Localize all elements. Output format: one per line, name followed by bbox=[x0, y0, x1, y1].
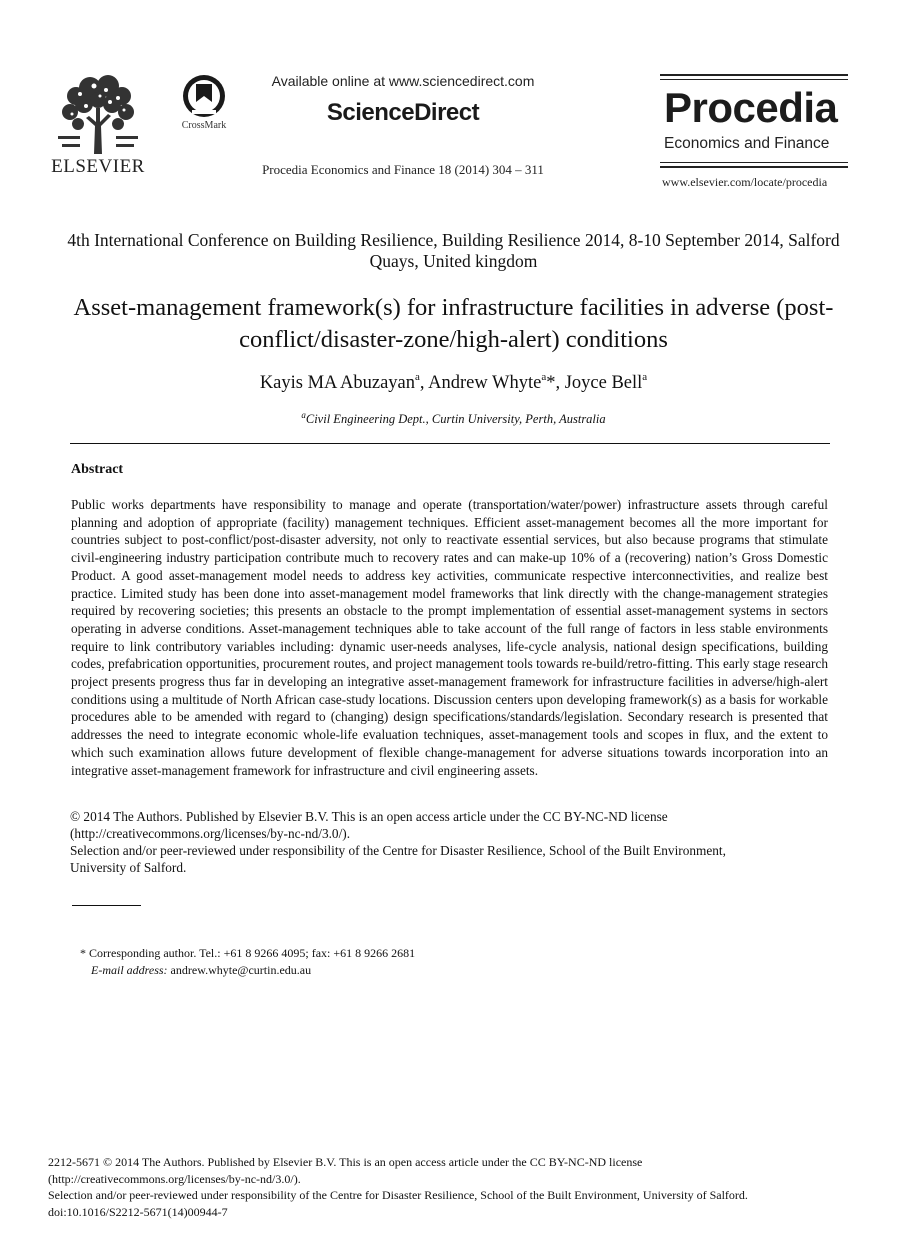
peer-review-line: Selection and/or peer-reviewed under responsibility of the Centre for Disaster Resilience, School of the Built Environment, bbox=[70, 843, 726, 858]
author-name: Kayis MA Abuzayan bbox=[259, 373, 415, 393]
conference-name: 4th International Conference on Building Resilience, Building Resilience 2014, 8-10 September 2014, Salford Quays, United kingdom bbox=[67, 230, 840, 271]
author-separator: , bbox=[555, 373, 565, 393]
paper-title: Asset-management framework(s) for infrastructure facilities in adverse (post-conflict/disaster-zone/high-alert) conditions bbox=[73, 294, 834, 353]
abstract-body: Public works departments have responsibility to manage and operate (transportation/water/power) infrastructure assets through careful planning and adoption of appropriate (facility) management techniques. Efficient asset-management becomes all the more important for countries subject to post-conflict/post-disaster adversity, not only to reactivate essential services, but also because programs that stimulate civil-engineering industry participation contribute much to recovery rates and can make-up 10% of a (recovering) nation’s Gross Domestic Product. A good asset-management model needs to address key activities, communicate respective interconnectivities, and realize best practice. Limited study has been done into asset-management model frameworks that link directly with the change-management strategies required by recovering societies; this presents an obstacle to the prompt implementation of essential asset-management systems in sectors operating in adverse conditions. Asset-management techniques able to take account of the full range of factors in less stable environments require to link contributory variables including: dynamic user-needs analyses, life-cycle analysis, national design specifications, building codes, prefabrication opportunities, procurement routes, and project management tools towards re-build/retro-fitting. This early stage research project presents progress thus far in developing an integrative asset-management framework for infrastructure facilities in adverse/high-alert conditions using a multitude of North African case-study locations. Discussion centers upon developing framework(s) as a basis for workable procedures able to be amended with regard to (changing) design specifications/standards/legislation. Secondary research is presented that addresses the need to integrate economic whole-life evaluation techniques, asset-management tools and scopes in flux, and the extent to which such examination allows future development of flexible change-management for adverse situations towards incorporation into an integrative asset-management framework for infrastructure and civil engineering assets. bbox=[71, 497, 828, 778]
author-name: Joyce Bell bbox=[564, 373, 643, 393]
footnote-rule bbox=[72, 905, 141, 906]
crossmark-icon bbox=[172, 74, 236, 118]
footer-doi[interactable]: doi:10.1016/S2212-5671(14)00944-7 bbox=[48, 1205, 228, 1220]
journal-citation: Procedia Economics and Finance 18 (2014) 304 – 311 bbox=[262, 162, 544, 177]
corresponding-author-footnote bbox=[80, 945, 780, 979]
peer-review-line: University of Salford. bbox=[70, 860, 187, 875]
journal-url-link[interactable]: www.elsevier.com/locate/procedia bbox=[662, 175, 828, 189]
elsevier-logo bbox=[50, 72, 146, 180]
email-label: E-mail address: bbox=[91, 963, 168, 977]
author-affiliation-mark: a bbox=[541, 371, 547, 383]
procedia-wordmark: Procedia bbox=[664, 84, 838, 131]
available-online-text[interactable]: Available online at www.sciencedirect.com bbox=[271, 73, 535, 89]
footer-issn-copyright: 2212-5671 © 2014 The Authors. Published by Elsevier B.V. This is an open access article under the CC BY-NC-ND license bbox=[48, 1155, 643, 1169]
logo-rule bbox=[660, 166, 848, 168]
crossmark-label: CrossMark bbox=[181, 120, 227, 131]
copyright-line: © 2014 The Authors. Published by Elsevier B.V. This is an open access article under the CC BY-NC-ND license bbox=[70, 809, 668, 824]
abstract-heading: Abstract bbox=[71, 462, 124, 477]
title-divider bbox=[70, 443, 830, 444]
license-link[interactable]: (http://creativecommons.org/licenses/by-nc-nd/3.0/). bbox=[70, 826, 351, 841]
sciencedirect-brand: ScienceDirect bbox=[326, 99, 480, 126]
author-affiliation-mark: a bbox=[415, 371, 420, 383]
author-separator: , bbox=[419, 373, 429, 393]
footer-peer-review: Selection and/or peer-reviewed under responsibility of the Centre for Disaster Resilience, School of the Built Environment, University of Salford. bbox=[48, 1188, 748, 1203]
elsevier-wordmark: ELSEVIER bbox=[51, 156, 145, 177]
elsevier-tree-icon bbox=[56, 74, 140, 156]
copyright-notice bbox=[70, 808, 790, 876]
logo-rule bbox=[660, 74, 848, 76]
corresponding-author-contact: * Corresponding author. Tel.: +61 8 9266 4095; fax: +61 8 9266 2681 bbox=[80, 946, 416, 960]
procedia-journal-logo bbox=[660, 74, 848, 192]
footer-license-link[interactable]: (http://creativecommons.org/licenses/by-nc-nd/3.0/). bbox=[48, 1171, 301, 1186]
corresponding-author-mark: * bbox=[546, 373, 556, 393]
email-line bbox=[80, 962, 780, 979]
author-list bbox=[60, 373, 847, 394]
affiliation-text: Civil Engineering Dept., Curtin University, Perth, Australia bbox=[305, 412, 606, 426]
logo-rule bbox=[660, 79, 848, 80]
procedia-subtitle: Economics and Finance bbox=[664, 135, 830, 152]
author-name: Andrew Whyte bbox=[428, 373, 542, 393]
author-affiliation bbox=[60, 412, 847, 427]
logo-rule bbox=[660, 162, 848, 163]
affiliation-mark: a bbox=[301, 410, 306, 420]
email-link[interactable]: andrew.whyte@curtin.edu.au bbox=[170, 963, 312, 977]
author-affiliation-mark: a bbox=[642, 371, 648, 383]
page-footer bbox=[48, 1154, 868, 1221]
crossmark-badge[interactable] bbox=[172, 74, 236, 134]
